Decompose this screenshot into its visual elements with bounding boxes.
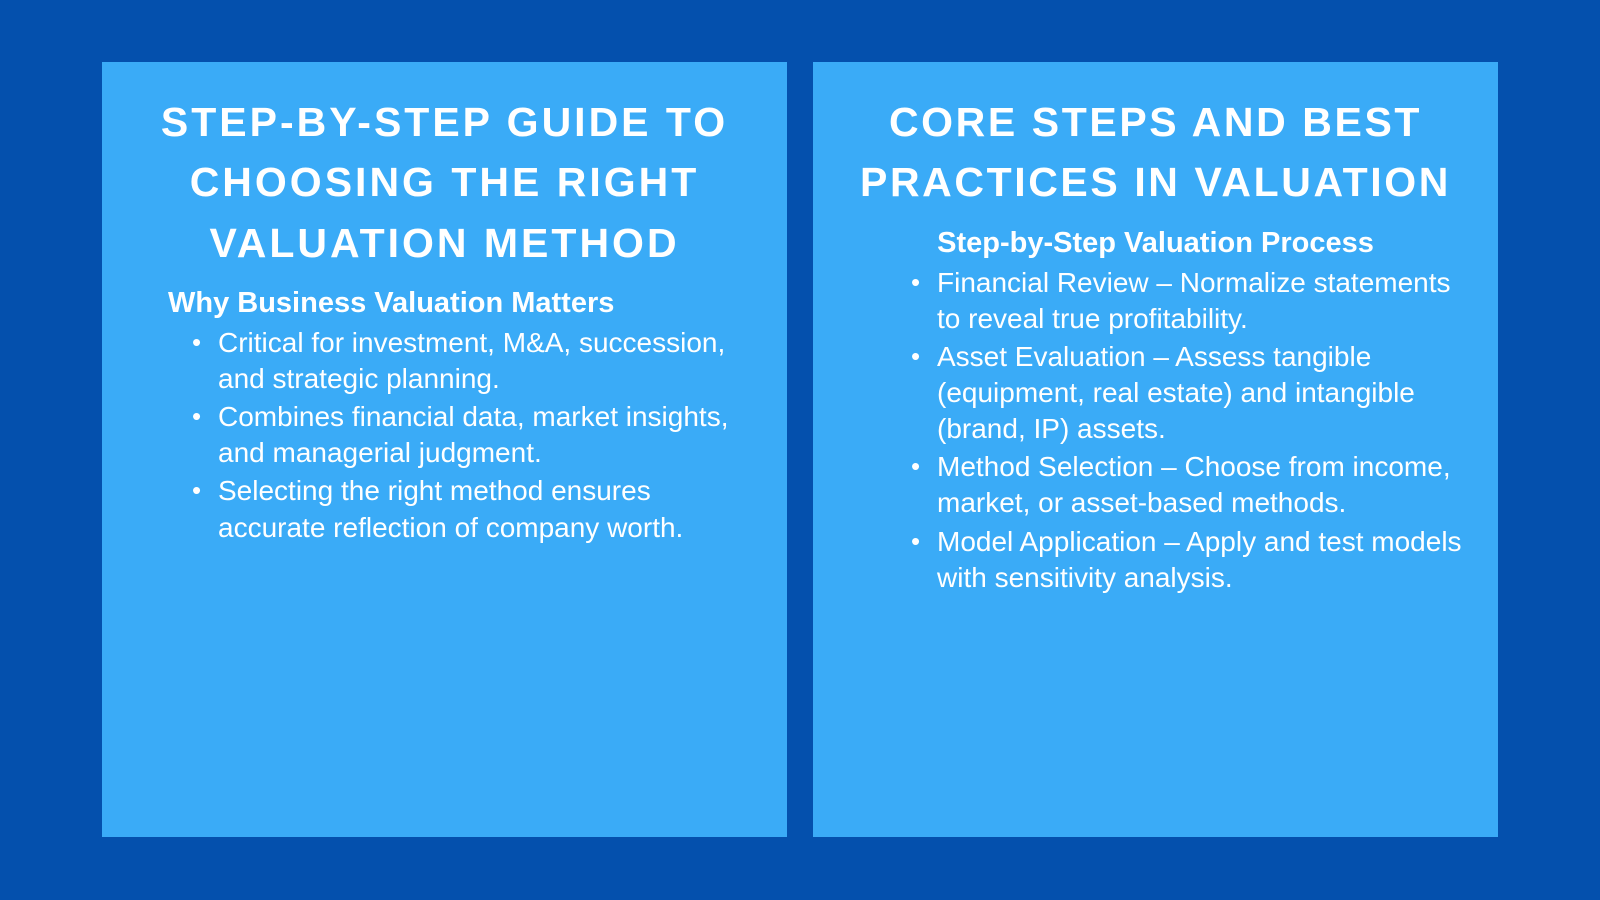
list-item: • Selecting the right method ensures accurate reflection of company worth. [214, 473, 753, 545]
panel-right [813, 62, 1498, 837]
list-item: • Financial Review – Normalize statements to reveal true profitability. [933, 265, 1464, 337]
panel-left-subheading: Why Business Valuation Matters [168, 286, 615, 319]
panel-left [102, 62, 787, 837]
panel-left-bullet-list [136, 325, 753, 546]
panel-left-title: STEP-BY-STEP GUIDE TO CHOOSING THE RIGHT VALUATION METHOD [160, 99, 729, 266]
list-item: • Model Application – Apply and test models with sensitivity analysis. [933, 524, 1464, 596]
list-item: • Critical for investment, M&A, succession, and strategic planning. [214, 325, 753, 397]
panel-right-subheading: Step-by-Step Valuation Process [937, 226, 1374, 259]
list-item: • Combines financial data, market insights, and managerial judgment. [214, 399, 753, 471]
list-item: • Method Selection – Choose from income, market, or asset-based methods. [933, 449, 1464, 521]
panel-right-title: CORE STEPS AND BEST PRACTICES IN VALUATION [860, 99, 1451, 206]
panel-right-bullet-list [847, 265, 1464, 596]
list-item: • Asset Evaluation – Assess tangible (equipment, real estate) and intangible (brand, IP) assets. [933, 339, 1464, 447]
